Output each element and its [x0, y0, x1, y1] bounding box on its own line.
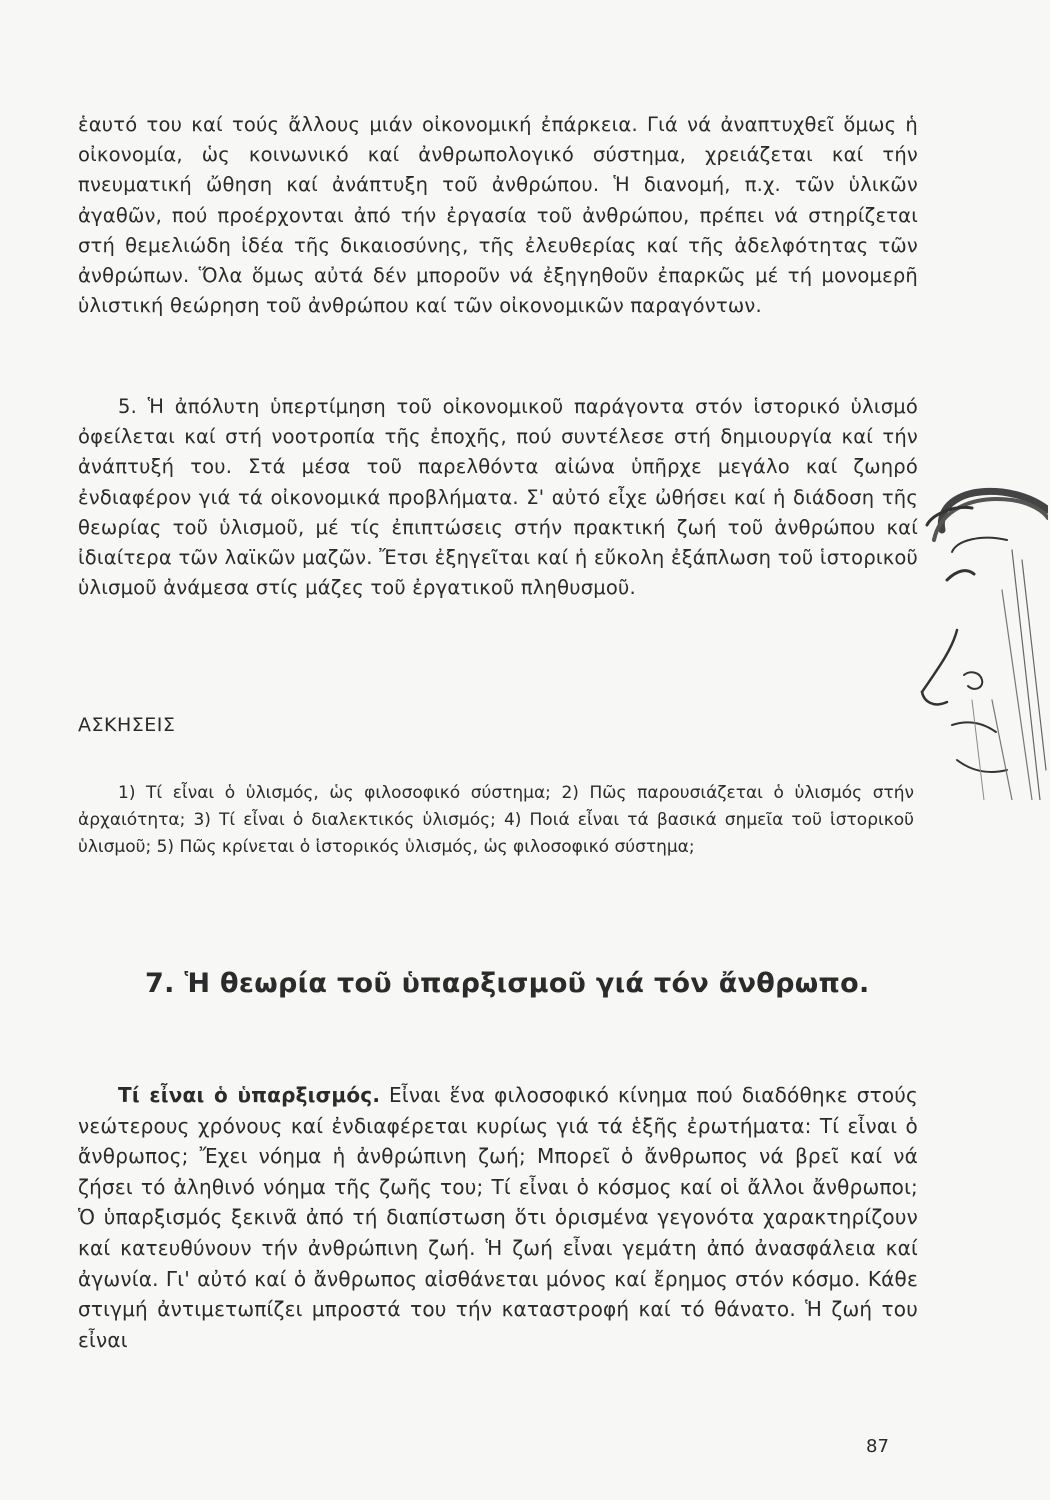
pencil-sketch-face-illustration — [912, 470, 1048, 800]
paragraph-text: ἑαυτό του καί τούς ἄλλους μιάν οἰκονομική ἐπάρκεια. Γιά νά ἀναπτυχθεῖ ὅμως ἡ οἰκονομία, ὡς κοινωνικό καί ἀνθρωπολογικό σύστημα, χρειάζεται καί τήν πνευματική ὤθηση καί ἀνάπτυξη τοῦ ἀνθρώπου. Ἡ διανομή, π.χ. τῶν ὑλικῶν ἀγαθῶν, πού προέρχονται ἀπό τήν ἐργασία τοῦ ἀνθρώπου, πρέπει νά στηρίζεται στή θεμελιώδη ἰδέα τῆς δικαιοσύνης, τῆς ἐλευθερίας καί τῆς ἀδελφότητας τῶν ἀνθρώπων. Ὅλα ὅμως αὐτά δέν μποροῦν νά ἐξηγηθοῦν ἐπαρκῶς μέ τή μονομερῆ ὑλιστική θεώρηση τοῦ ἀνθρώπου καί τῶν οἰκονομικῶν παραγόντων. — [78, 113, 918, 318]
paragraph-point-5 — [78, 392, 918, 603]
paragraph-body: Εἶναι ἕνα φιλοσοφικό κίνημα πού διαδόθηκε στούς νεώτερους χρόνους καί ἐνδιαφέρεται κυρίως γιά τά ἑξῆς ἐρωτήματα: Τί εἶναι ὁ ἄνθρωπος; Ἔχει νόημα ἡ ἀνθρώπινη ζωή; Μπορεῖ ὁ ἄνθρωπος νά βρεῖ καί νά ζήσει τό ἀληθινό νόημα τῆς ζωῆς του; Τί εἶναι ὁ κόσμος καί οἱ ἄλλοι ἄνθρωποι; Ὁ ὑπαρξισμός ξεκινᾶ ἀπό τή διαπίστωση ὅτι ὁρισμένα γεγονότα χαρακτηρίζουν καί κατευθύνουν τήν ἀνθρώπινη ζωή. Ἡ ζωή εἶναι γεμάτη ἀπό ἀνασφάλεια καί ἀγωνία. Γι' αὐτό καί ὁ ἄνθρωπος αἰσθάνεται μόνος καί ἔρημος στόν κόσμο. Κάθε στιγμή ἀντιμετωπίζει μπροστά του τήν καταστροφή καί τό θάνατο. Ἡ ζωή του εἶναι — [78, 1083, 918, 1352]
paragraph-text: 5. Ἡ ἀπόλυτη ὑπερτίμηση τοῦ οἰκονομικοῦ παράγοντα στόν ἱστορικό ὑλισμό ὀφείλεται καί στή νοοτροπία τῆς ἐποχῆς, πού συντέλεσε στή δημιουργία καί τήν ἀνάπτυξή του. Στά μέσα τοῦ παρελθόντα αἰώνα ὑπῆρχε μεγάλο καί ζωηρό ἐνδιαφέρον γιά τά οἰκονομικά προβλήματα. Σ' αὐτό εἶχε ὠθήσει καί ἡ διάδοση τῆς θεωρίας τοῦ ὑλισμοῦ, μέ τίς ἐπιπτώσεις στήν πρακτική ζωή τοῦ ἀνθρώπου καί ἰδιαίτερα τῶν λαϊκῶν μαζῶν. Ἔτσι ἐξηγεῖται καί ἡ εὔκολη ἐξάπλωση τοῦ ἱστορικοῦ ὑλισμοῦ ἀνάμεσα στίς μάζες τοῦ ἐργατικοῦ πληθυσμοῦ. — [78, 395, 918, 600]
paragraph-text — [78, 1080, 918, 1355]
paragraph-existentialism — [78, 1080, 918, 1355]
chapter-title: 7. Ἡ θεωρία τοῦ ὑπαρξισμοῦ γιά τόν ἄνθρωπο. — [145, 968, 870, 999]
exercises-heading: ΑΣΚΗΣΕΙΣ — [78, 714, 176, 736]
paragraph-lead: Τί εἶναι ὁ ὑπαρξισμός. — [118, 1083, 381, 1107]
paragraph-continued — [78, 110, 918, 321]
exercises-list: 1) Τί εἶναι ὁ ὑλισμός, ὡς φιλοσοφικό σύστημα; 2) Πῶς παρουσιάζεται ὁ ὑλισμός στήν ἀρχαιότητα; 3) Τί εἶναι ὁ διαλεκτικός ὑλισμός; 4) Ποιά εἶναι τά βασικά σημεῖα τοῦ ἱστορικοῦ ὑλισμοῦ; 5) Πῶς κρίνεται ὁ ἱστορικός ὑλισμός, ὡς φιλοσοφικό σύστημα; — [78, 783, 914, 857]
page-number: 87 — [866, 1436, 889, 1457]
